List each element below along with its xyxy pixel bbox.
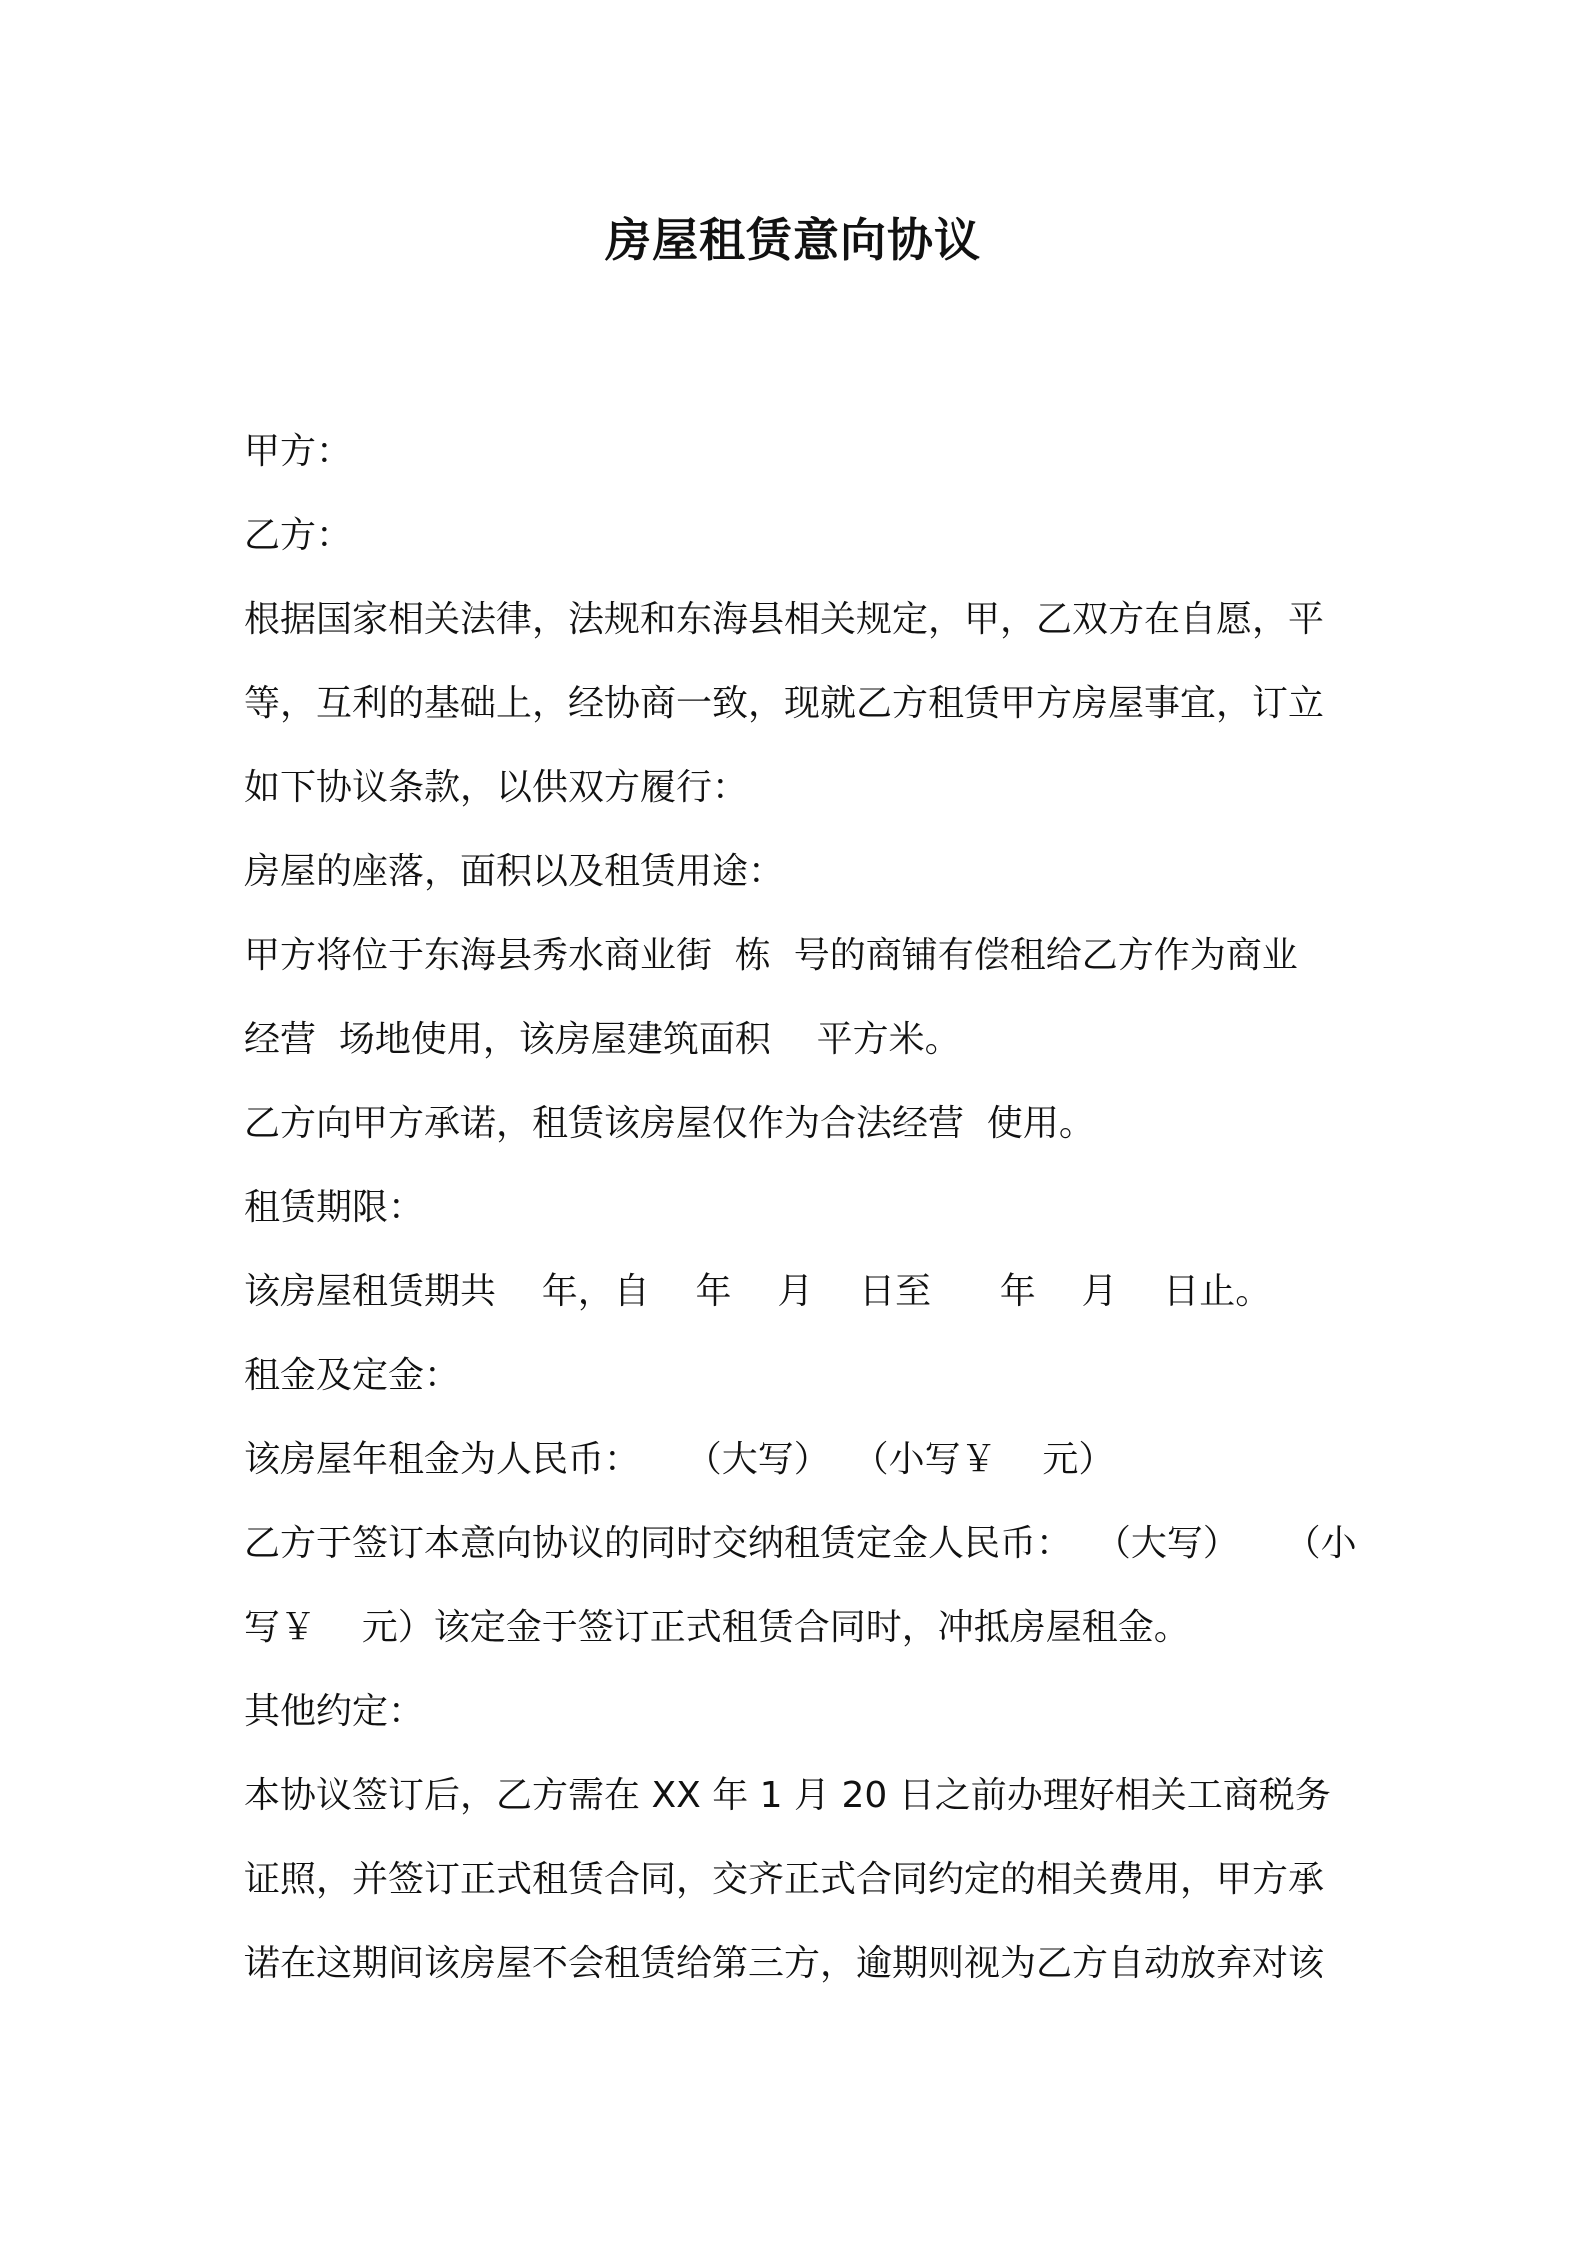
document-body (244, 410, 1364, 2006)
document-title: 房屋租赁意向协议 (605, 213, 981, 267)
party-a-line: 甲方： (244, 431, 353, 472)
term-line: 该房屋租赁期共 年，自 年 月 日至 年 月 日止。 (244, 1271, 1272, 1312)
preamble-line-1: 根据国家相关法律，法规和东海县相关规定，甲，乙双方在自愿，平 (244, 599, 1325, 640)
location-line-1: 甲方将位于东海县秀水商业街 栋 号的商铺有偿租给乙方作为商业 (244, 935, 1298, 976)
annual-rent-line: 该房屋年租金为人民币： （大写） （小写￥ 元） (244, 1439, 1115, 1480)
location-line-2: 经营 场地使用，该房屋建筑面积 平方米。 (244, 1019, 961, 1060)
section-heading-other: 其他约定： (244, 1691, 425, 1732)
other-line-2: 证照，并签订正式租赁合同，交齐正式合同约定的相关费用，甲方承 (244, 1859, 1325, 1900)
section-heading-rent-deposit: 租金及定金： (244, 1355, 461, 1396)
preamble-line-3: 如下协议条款，以供双方履行： (244, 767, 749, 808)
preamble-line-2: 等，互利的基础上，经协商一致，现就乙方租赁甲方房屋事宜，订立 (244, 683, 1325, 724)
deposit-line-1: 乙方于签订本意向协议的同时交纳租赁定金人民币： （大写） （小 (244, 1523, 1357, 1564)
section-heading-term: 租赁期限： (244, 1187, 425, 1228)
other-line-3: 诺在这期间该房屋不会租赁给第三方，逾期则视为乙方自动放弃对该 (244, 1943, 1325, 1984)
other-line-1: 本协议签订后，乙方需在 XX 年 1 月 20 日之前办理好相关工商税务 (244, 1775, 1331, 1816)
usage-promise-line: 乙方向甲方承诺，租赁该房屋仅作为合法经营 使用。 (244, 1103, 1095, 1144)
section-heading-location: 房屋的座落，面积以及租赁用途： (244, 851, 785, 892)
deposit-line-2: 写￥ 元）该定金于签订正式租赁合同时，冲抵房屋租金。 (244, 1607, 1190, 1648)
party-b-line: 乙方： (244, 515, 353, 556)
